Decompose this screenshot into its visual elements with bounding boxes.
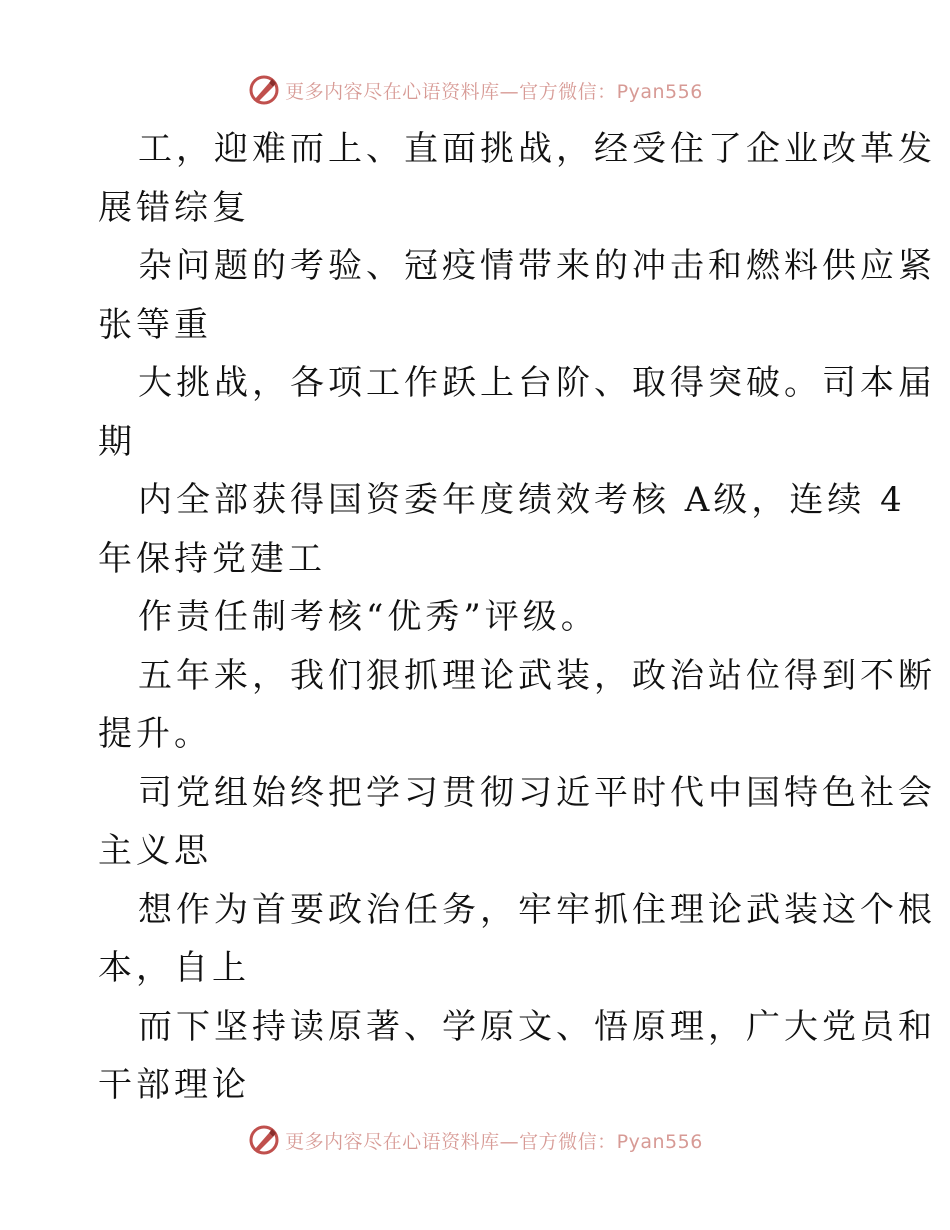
text-line: 作责任制考核“优秀”评级。: [138, 597, 599, 637]
text-line: 期: [98, 421, 136, 462]
text-line: 工，迎难而上、直面挑战，经受住了企业改革发: [138, 129, 936, 169]
text-line: 想作为首要政治任务，牢牢抓住理论武装这个根: [138, 889, 936, 930]
text-line: 五年来，我们狠抓理论武装，政治站位得到不断: [138, 655, 936, 696]
text-line: 而下坚持读原著、学原文、悟原理，广大党员和: [138, 1006, 936, 1047]
text-line: 张等重: [98, 304, 212, 345]
pen-logo-icon: [247, 1123, 281, 1157]
text-line: 本，自上: [98, 948, 250, 988]
header-text: 更多内容尽在心语资料库—官方微信：Pyan556: [285, 80, 703, 103]
text-line: 司党组始终把学习贯彻习近平时代中国特色社会: [138, 772, 936, 813]
document-body: [98, 120, 936, 1115]
text-line: 杂问题的考验、冠疫情带来的冲击和燃料供应紧: [138, 246, 936, 286]
text-line: 年保持党建工: [98, 538, 326, 579]
text-line: 干部理论: [98, 1065, 250, 1105]
text-line: 大挑战，各项工作跃上台阶、取得突破。司本届: [138, 363, 936, 403]
text-line: 主义思: [98, 831, 212, 871]
text-line: 内全部获得国资委年度绩效考核 A级，连续 4: [138, 480, 906, 520]
footer-text: 更多内容尽在心语资料库—官方微信：Pyan556: [285, 1130, 703, 1153]
text-line: 提升。: [98, 714, 212, 754]
header-watermark: [0, 70, 950, 110]
pen-logo-icon: [247, 73, 281, 107]
text-line: 展错综复: [98, 187, 250, 228]
footer-watermark: [0, 1120, 950, 1160]
